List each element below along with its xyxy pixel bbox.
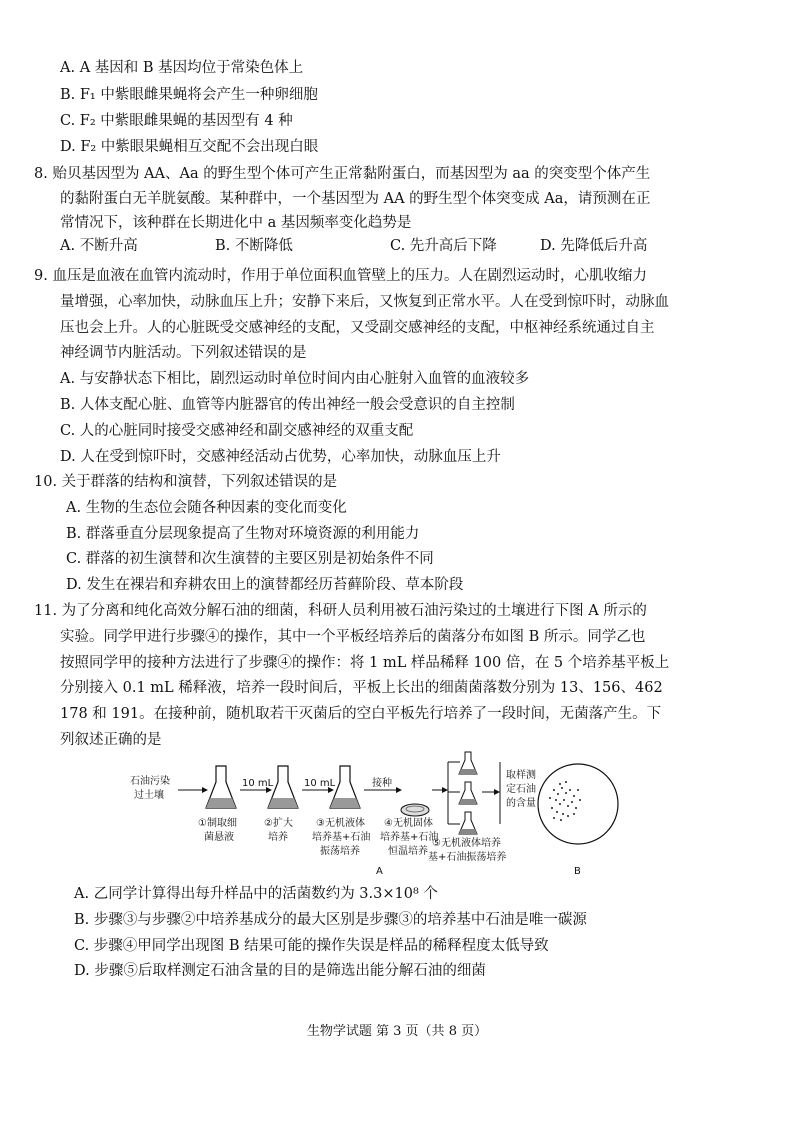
q8-option-b: B. 不断降低 [215, 238, 293, 254]
q9-stem-line1: 9. 血压是血液在血管内流动时，作用于单位面积血管壁上的压力。人在剧烈运动时，心肌收缩力 [34, 268, 647, 284]
q9-option-d: D. 人在受到惊吓时，交感神经活动占优势，心率加快，动脉血压上升 [60, 449, 501, 465]
q9-stem-line4: 神经调节内脏活动。下列叙述错误的是 [60, 345, 307, 361]
q11-stem-line4: 分别接入 0.1 mL 稀释液，培养一段时间后，平板上长出的细菌菌落数分别为 13、156、462 [60, 680, 663, 696]
q10-option-a: A. 生物的生态位会随各种因素的变化而变化 [66, 500, 347, 516]
fig-small-flask-3-liquid [459, 829, 477, 834]
fig-step3-label-3: 振荡培养 [320, 846, 360, 857]
fig-volume-2: 10 mL [304, 778, 336, 789]
q8-stem-line2: 的黏附蛋白无羊胱氨酸。某种群中，一个基因型为 AA 的野生型个体突变成 Aa，请预测在正 [60, 191, 651, 207]
q11-option-d: D. 步骤⑤后取样测定石油含量的目的是筛选出能分解石油的细菌 [74, 963, 486, 979]
q9-stem-line2: 量增强，心率加快，动脉血压上升；安静下来后，又恢复到正常水平。人在受到惊吓时，动脉血 [60, 294, 669, 310]
q10-option-b: B. 群落垂直分层现象提高了生物对环境资源的利用能力 [66, 526, 420, 542]
q10-option-c: C. 群落的初生演替和次生演替的主要区别是初始条件不同 [66, 551, 434, 567]
q11-stem-line5: 178 和 191。在接种前，随机取若干灭菌后的空白平板先行培养了一段时间，无菌落产生。下 [60, 706, 662, 722]
q7-option-c: C. F₂ 中紫眼雌果蝇的基因型有 4 种 [60, 113, 293, 129]
q11-option-b: B. 步骤③与步骤②中培养基成分的最大区别是步骤③的培养基中石油是唯一碳源 [74, 912, 587, 928]
fig-step5-label-1: ⑤无机液体培养 [432, 838, 501, 849]
fig-label-a: A [376, 866, 383, 877]
fig-arrow-5-head [442, 787, 448, 793]
fig-flask-3-liquid [330, 798, 360, 808]
fig-label-b: B [574, 866, 581, 877]
fig-soil-label-2: 过土壤 [134, 790, 164, 801]
fig-flask-1-liquid [206, 798, 236, 808]
fig-arrow-6-head [494, 789, 500, 795]
fig-step2-label-1: ②扩大 [264, 818, 293, 829]
q7-option-b: B. F₁ 中紫眼雌果蝇将会产生一种卵细胞 [60, 87, 318, 103]
q10-stem: 10. 关于群落的结构和演替，下列叙述错误的是 [34, 474, 338, 490]
fig-soil-label-1: 石油污染 [130, 776, 170, 787]
fig-small-flask-2-liquid [459, 799, 477, 804]
fig-result-label-1: 取样测 [506, 770, 536, 781]
page-footer: 生物学试题 第 3 页（共 8 页） [306, 1024, 488, 1039]
q11-stem-line6: 列叙述正确的是 [60, 732, 162, 748]
fig-flask-2-liquid [268, 798, 298, 808]
q8-stem-line3: 常情况下，该种群在长期进化中 a 基因频率变化趋势是 [60, 215, 412, 231]
fig-step5-label-2: 基+石油振荡培养 [428, 852, 507, 863]
fig-step3-label-1: ③无机液体 [316, 818, 365, 829]
fig-step4-label-2: 培养基+石油 [380, 832, 439, 843]
q9-option-b: B. 人体支配心脏、血管等内脏器官的传出神经一般会受意识的自主控制 [60, 397, 515, 413]
fig-inoculate-label: 接种 [372, 778, 392, 789]
fig-small-flask-1-liquid [459, 769, 477, 774]
q11-stem-line3: 按照同学甲的接种方法进行了步骤④的操作：将 1 mL 样品稀释 100 倍，在 5 个培养基平板上 [60, 655, 670, 671]
fig-result-label-3: 的含量 [506, 798, 536, 809]
fig-b-dish [538, 764, 618, 844]
q8-option-c: C. 先升高后下降 [390, 238, 497, 254]
q11-stem-line2: 实验。同学甲进行步骤④的操作，其中一个平板经培养后的菌落分布如图 B 所示。同学乙也 [60, 629, 646, 645]
q10-option-d: D. 发生在裸岩和弃耕农田上的演替都经历苔藓阶段、草本阶段 [66, 577, 464, 593]
fig-step3-label-2: 培养基+石油 [312, 832, 371, 843]
fig-step1-label-2: 菌悬液 [204, 832, 234, 843]
q11-option-a: A. 乙同学计算得出每升样品中的活菌数约为 3.3×10⁸ 个 [74, 886, 438, 902]
fig-volume-1: 10 mL [242, 778, 274, 789]
q8-option-d: D. 先降低后升高 [540, 238, 648, 254]
q8-option-a: A. 不断升高 [60, 238, 138, 254]
fig-step4-label-1: ④无机固体 [384, 818, 433, 829]
fig-result-label-2: 定石油 [506, 784, 536, 795]
fig-step1-label-1: ①制取细 [198, 818, 237, 829]
fig-b-colonies [549, 781, 581, 821]
fig-arrow-1-head [202, 787, 208, 793]
q11-stem-line1: 11. 为了分离和纯化高效分解石油的细菌，科研人员利用被石油污染过的土壤进行下图 A 所示的 [34, 603, 647, 619]
q9-stem-line3: 压也会上升。人的心脏既受交感神经的支配，又受副交感神经的支配，中枢神经系统通过自主 [60, 320, 655, 336]
figure-b-petri-dish [530, 760, 630, 880]
q11-option-c: C. 步骤④甲同学出现图 B 结果可能的操作失误是样品的稀释程度太低导致 [74, 938, 549, 954]
q9-option-c: C. 人的心脏同时接受交感神经和副交感神经的双重支配 [60, 423, 414, 439]
q7-option-d: D. F₂ 中紫眼果蝇相互交配不会出现白眼 [60, 139, 319, 155]
fig-arrow-4-head [396, 787, 402, 793]
q9-option-a: A. 与安静状态下相比，剧烈运动时单位时间内由心脏射入血管的血液较多 [60, 371, 530, 387]
fig-step4-label-3: 恒温培养 [388, 846, 428, 857]
fig-step2-label-2: 培养 [268, 832, 288, 843]
q8-stem-line1: 8. 贻贝基因型为 AA、Aa 的野生型个体可产生正常黏附蛋白，而基因型为 aa 的突变型个体产生 [34, 166, 651, 182]
q7-option-a: A. A 基因和 B 基因均位于常染色体上 [60, 60, 304, 76]
